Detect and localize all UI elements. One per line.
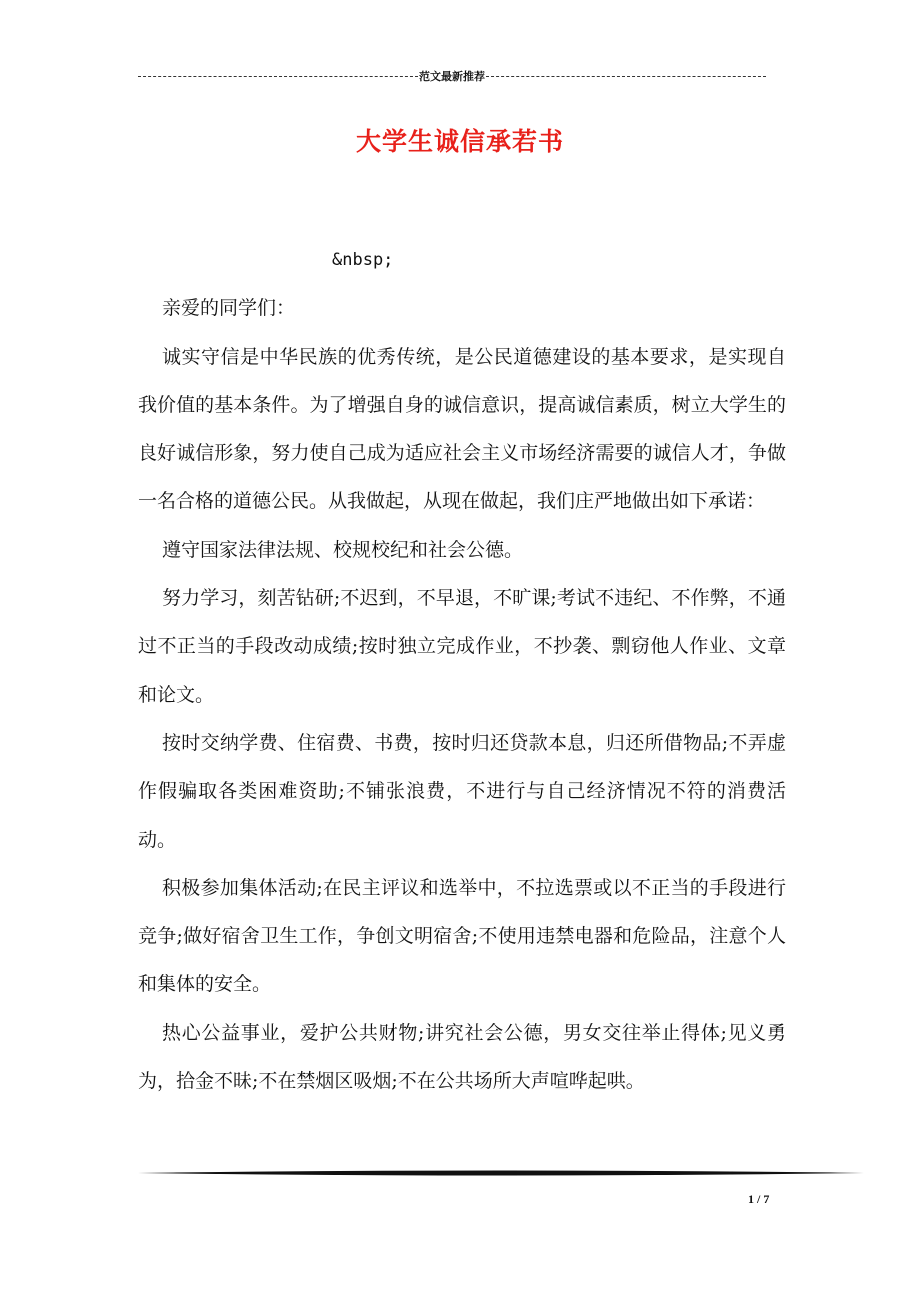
header-dash-left [138, 76, 418, 77]
paragraph-greeting: 亲爱的同学们： [162, 297, 296, 320]
paragraph-pledge-3: 按时交纳学费、住宿费、书费，按时归还贷款本息，归还所借物品;不弄虚作假骗取各类困难资助;不铺张浪费，不进行与自己经济情况不符的消费活动。 [138, 731, 786, 851]
page-number: 1 / 7 [748, 1192, 770, 1206]
paragraph-pledge-2: 努力学习，刻苦钻研;不迟到，不早退，不旷课;考试不违纪、不作弊，不通过不正当的手段改动成绩;按时独立完成作业，不抄袭、剽窃他人作业、文章和论文。 [138, 587, 786, 706]
document-title: 大学生诚信承若书 [355, 127, 564, 156]
document-body [138, 236, 786, 1105]
paragraph-pledge-4: 积极参加集体活动;在民主评议和选举中，不拉选票或以不正当的手段进行竞争;做好宿舍卫生工作，争创文明宿舍;不使用违禁电器和危险品，注意个人和集体的安全。 [138, 876, 786, 996]
header-label: 范文最新推荐 [419, 70, 485, 83]
nbsp-artifact: &nbsp; [332, 250, 394, 270]
header-dash-right [486, 76, 766, 77]
page-header [138, 68, 766, 84]
paragraph-pledge-5: 热心公益事业，爱护公共财物;讲究社会公德，男女交往举止得体;见义勇为，拾金不昧;不在禁烟区吸烟;不在公共场所大声喧哗起哄。 [138, 1021, 786, 1093]
paragraph-intro: 诚实守信是中华民族的优秀传统，是公民道德建设的基本要求，是实现自我价值的基本条件。为了增强自身的诚信意识，提高诚信素质，树立大学生的良好诚信形象，努力使自己成为适应社会主义市场经济需要的诚信人才，争做一名合格的道德公民。从我做起，从现在做起，我们庄严地做出如下承诺： [138, 345, 786, 513]
footer-divider [138, 1168, 864, 1178]
paragraph-pledge-1: 遵守国家法律法规、校规校纪和社会公德。 [162, 538, 524, 561]
